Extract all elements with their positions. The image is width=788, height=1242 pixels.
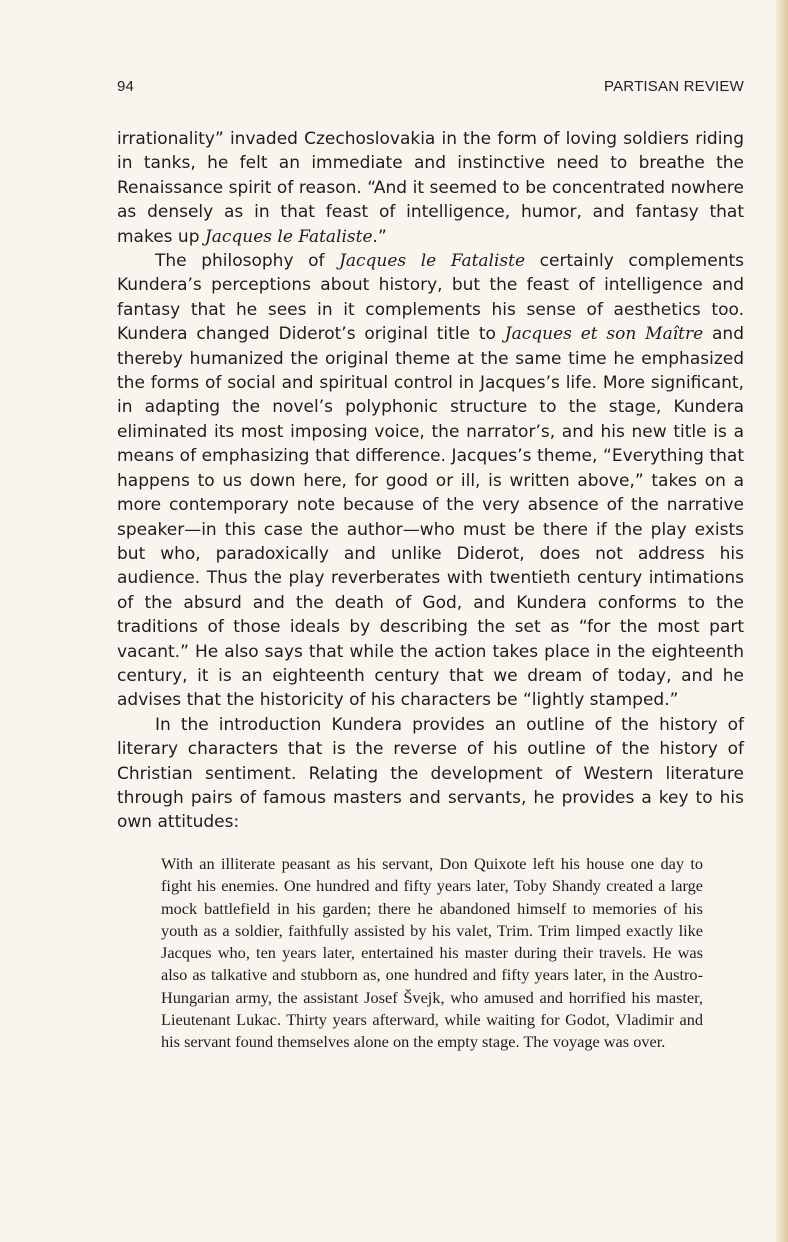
book-title: Jacques le Fataliste	[339, 251, 526, 272]
paragraph-2-text-b: certainly complements Kundera’s perceptions about history, but the feast of intelligence and fantasy that he sees in it complements his sense of aesthetics too. Kundera changed Diderot’s original title to	[117, 251, 744, 345]
paragraph-1	[117, 127, 744, 249]
block-quote-text: With an illiterate peasant as his servant, Don Quixote left his house one day to fight his enemies. One hundred and fifty years later, Toby Shandy created a large mock battlefield in his garden; there he abandoned himself to memories of his youth as a soldier, faithfully assisted by his valet, Trim. Trim limped exactly like Jacques who, ten years later, entertained his master during their travels. He was also as talkative and stubborn as, one hundred and fifty years later, in the Austro-Hungarian army, the assistant Josef Švejk, who amused and horrified his master, Lieutenant Lukac. Thirty years afterward, while waiting for Godot, Vladimir and his servant found themselves alone on the empty stage. The voyage was over.	[161, 854, 703, 1052]
page-number: 94	[117, 78, 135, 95]
paragraph-1-text: irrationality” invaded Czechoslovakia in the form of loving soldiers riding in tanks, he felt an immediate and instinctive need to breathe the Renaissance spirit of reason. “And it seemed to be concentrated nowhere as densely as in that feast of intelligence, humor, and fantasy that makes up	[117, 129, 744, 247]
body-text	[117, 127, 744, 835]
running-head: PARTISAN REVIEW	[604, 78, 744, 95]
paragraph-3: In the introduction Kundera provides an outline of the history of literary characters that is the reverse of his outline of the history of Christian sentiment. Relating the development of Western literature through pairs of famous masters and servants, he provides a key to his own attitudes:	[117, 714, 744, 833]
page-edge	[776, 0, 788, 1242]
play-title: Jacques et son Maître	[504, 324, 704, 345]
book-title: Jacques le Fataliste	[204, 226, 373, 247]
paragraph-1-closing: .”	[372, 226, 387, 247]
paragraph-2-text-c: and thereby humanized the original theme at the same time he emphasized the forms of social and spiritual control in Jacques’s life. More significant, in adapting the novel’s polyphonic structure to the stage, Kundera eliminated its most imposing voice, the narrator’s, and his new title is a means of emphasizing that difference. Jacques’s theme, “Everything that happens to us down here, for good or ill, is written above,” takes on a more contemporary note because of the very absence of the narrative speaker—in this case the author—who must be there if the play exists but who, paradoxically and unlike Diderot, does not address his audience. Thus the play reverberates with twentieth century intimations of the absurd and the death of God, and Kundera conforms to the traditions of those ideals by describing the set as “for the most part vacant.” He also says that while the action takes place in the eighteenth century, it is an eighteenth century that we dream of today, and he advises that the historicity of his characters be “lightly stamped.”	[117, 324, 744, 711]
block-quote	[161, 853, 703, 1054]
paragraph-2-text-a: The philosophy of	[155, 251, 340, 272]
page-header	[117, 78, 744, 100]
paragraph-2	[117, 249, 744, 713]
